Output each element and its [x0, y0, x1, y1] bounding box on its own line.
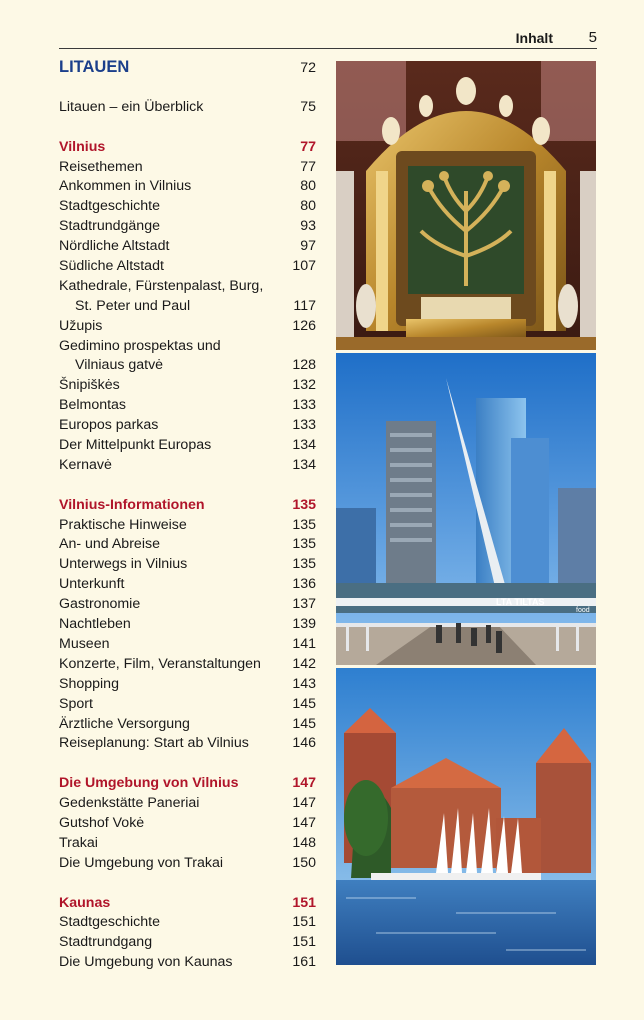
- toc-page-number: 142: [292, 655, 316, 672]
- toc-entry-title: Ankommen in Vilnius: [59, 178, 192, 195]
- toc-spacer: [59, 78, 316, 98]
- toc-entry-title: Nördliche Altstadt: [59, 238, 170, 255]
- toc-page-number: 117: [293, 297, 316, 314]
- toc-entry-title: Shopping: [59, 675, 119, 692]
- toc-entry-title: Stadtrundgänge: [59, 218, 160, 235]
- toc-entry-title: Konzerte, Film, Veranstaltungen: [59, 655, 261, 672]
- page-header: [59, 28, 597, 49]
- toc-page-number: 148: [292, 834, 316, 851]
- toc-page-number: 75: [300, 98, 316, 115]
- toc-entry-title: Stadtgeschichte: [59, 198, 160, 215]
- toc-entry-title: Die Umgebung von Trakai: [59, 854, 224, 871]
- toc-entry-title: Kathedrale, Fürstenpalast, Burg,: [59, 277, 264, 294]
- toc-entry: [59, 396, 316, 416]
- toc-entry-title: Reiseplanung: Start ab Vilnius: [59, 735, 249, 752]
- toc-entry: [59, 217, 316, 237]
- toc-entry: [59, 516, 316, 536]
- toc-page-number: 133: [292, 397, 316, 414]
- toc-page-number: 143: [292, 675, 316, 692]
- toc-entry-title: Gedimino prospektas und: [59, 337, 221, 354]
- skyline-bridge-photo: [336, 353, 596, 665]
- toc-page-number: 147: [292, 795, 316, 812]
- toc-page-number: 134: [292, 437, 316, 454]
- toc-entry: [59, 376, 316, 396]
- toc-entry-title: Trakai: [59, 834, 98, 851]
- toc-page-number: 151: [292, 934, 316, 951]
- toc-entry: [59, 456, 316, 476]
- toc-section-heading: [59, 774, 316, 794]
- toc-entry: [59, 595, 316, 615]
- toc-entry: [59, 436, 316, 456]
- toc-entry-title: Kernavė: [59, 456, 112, 473]
- toc-page-number: 137: [292, 596, 316, 613]
- toc-section-heading: [59, 58, 316, 78]
- toc-entry: [59, 257, 316, 277]
- toc-page-number: 128: [292, 357, 316, 374]
- toc-entry-title: Litauen – ein Überblick: [59, 98, 204, 115]
- toc-entry-title: Vilniaus gatvė: [75, 357, 164, 374]
- toc-page-number: 97: [300, 238, 316, 255]
- toc-spacer: [59, 874, 316, 894]
- toc-entry: [59, 535, 316, 555]
- toc-entry: [59, 575, 316, 595]
- toc-entry-title: Unterwegs in Vilnius: [59, 556, 188, 573]
- toc-spacer: [59, 476, 316, 496]
- toc-entry: [59, 933, 316, 953]
- section-title: Inhalt: [515, 30, 553, 46]
- toc-entry-title: Užupis: [59, 317, 103, 334]
- toc-entry: [59, 356, 316, 376]
- toc-entry: [59, 317, 316, 337]
- toc-page-number: 126: [292, 317, 316, 334]
- toc-spacer: [59, 754, 316, 774]
- toc-page-number: 151: [292, 894, 316, 911]
- toc-entry-title: Ärztliche Versorgung: [59, 715, 190, 732]
- toc-entry-title: Belmontas: [59, 397, 127, 414]
- toc-entry-title: Vilnius: [59, 138, 106, 155]
- toc-entry: [59, 297, 316, 317]
- toc-page-number: 136: [292, 576, 316, 593]
- toc-entry-title: Gastronomie: [59, 596, 141, 613]
- toc-entry: [59, 158, 316, 178]
- toc-page-number: 147: [292, 814, 316, 831]
- toc-entry: [59, 854, 316, 874]
- toc-page-number: 77: [300, 158, 316, 175]
- toc-page-number: 135: [292, 556, 316, 573]
- toc-entry: [59, 715, 316, 735]
- toc-page-number: 132: [292, 377, 316, 394]
- toc-entry-title: Die Umgebung von Vilnius: [59, 775, 239, 792]
- toc-entry-title: Šnipiškės: [59, 377, 120, 394]
- toc-entry-title: Südliche Altstadt: [59, 258, 164, 275]
- toc-page-number: 80: [300, 178, 316, 195]
- toc-entry-title: Vilnius-Informationen: [59, 496, 205, 513]
- toc-entry-title: Unterkunft: [59, 576, 125, 593]
- toc-entry: [59, 555, 316, 575]
- toc-page-number: 80: [300, 198, 316, 215]
- toc-entry-title: Stadtgeschichte: [59, 914, 160, 931]
- toc-entry: [59, 834, 316, 854]
- toc-page-number: 150: [292, 854, 316, 871]
- toc-entry-title: Kaunas: [59, 894, 111, 911]
- toc-entry-title: Praktische Hinweise: [59, 516, 187, 533]
- toc-entry: [59, 237, 316, 257]
- toc-page-number: 135: [292, 536, 316, 553]
- toc-section-heading: [59, 496, 316, 516]
- page-number: 5: [588, 29, 597, 46]
- toc-section-heading: [59, 138, 316, 158]
- toc-page-number: 107: [292, 258, 316, 275]
- toc-page-number: 133: [292, 417, 316, 434]
- table-of-contents: [59, 58, 316, 973]
- toc-entry-title: Gedenkstätte Paneriai: [59, 795, 200, 812]
- photo-column: [336, 61, 596, 968]
- toc-page-number: 139: [292, 616, 316, 633]
- toc-entry-title: Stadtrundgang: [59, 934, 153, 951]
- toc-spacer: [59, 118, 316, 138]
- toc-entry-title: Der Mittelpunkt Europas: [59, 437, 212, 454]
- toc-entry: [59, 615, 316, 635]
- toc-entry-title: Europos parkas: [59, 417, 159, 434]
- toc-page-number: 134: [292, 456, 316, 473]
- toc-entry-title: An- und Abreise: [59, 536, 160, 553]
- toc-entry-title: Die Umgebung von Kaunas: [59, 954, 233, 971]
- toc-entry-title: Gutshof Vokė: [59, 814, 145, 831]
- toc-entry-title: Museen: [59, 635, 110, 652]
- toc-entry: [59, 197, 316, 217]
- toc-page-number: 146: [292, 735, 316, 752]
- toc-entry: [59, 953, 316, 973]
- toc-entry: [59, 277, 316, 297]
- bridge-sign: LTA TILTAS: [496, 597, 545, 607]
- toc-page-number: 161: [292, 954, 316, 971]
- food-sign: food: [576, 607, 590, 614]
- toc-entry: [59, 695, 316, 715]
- toc-entry: [59, 675, 316, 695]
- toc-entry-title: St. Peter und Paul: [75, 297, 191, 314]
- toc-entry: [59, 734, 316, 754]
- toc-entry-title: Nachtleben: [59, 616, 131, 633]
- toc-page-number: 145: [292, 695, 316, 712]
- toc-page-number: 135: [292, 516, 316, 533]
- toc-entry: [59, 913, 316, 933]
- toc-page-number: 151: [292, 914, 316, 931]
- toc-page-number: 141: [292, 635, 316, 652]
- toc-entry: [59, 337, 316, 357]
- toc-section-heading: [59, 894, 316, 914]
- toc-entry: [59, 814, 316, 834]
- toc-entry: [59, 655, 316, 675]
- toc-entry-title: Reisethemen: [59, 158, 143, 175]
- toc-entry: [59, 416, 316, 436]
- trakai-castle-photo: [336, 668, 596, 965]
- toc-page-number: 93: [300, 218, 316, 235]
- toc-entry: [59, 635, 316, 655]
- toc-entry-title: LITAUEN: [59, 58, 130, 76]
- toc-entry-title: Sport: [59, 695, 93, 712]
- altar-photo: [336, 61, 596, 350]
- toc-page-number: 147: [292, 775, 316, 792]
- toc-page-number: 135: [292, 496, 316, 513]
- toc-page-number: 77: [300, 138, 316, 155]
- toc-entry: [59, 177, 316, 197]
- toc-entry: [59, 794, 316, 814]
- toc-page-number: 72: [300, 60, 316, 76]
- toc-page-number: 145: [292, 715, 316, 732]
- toc-entry: [59, 98, 316, 118]
